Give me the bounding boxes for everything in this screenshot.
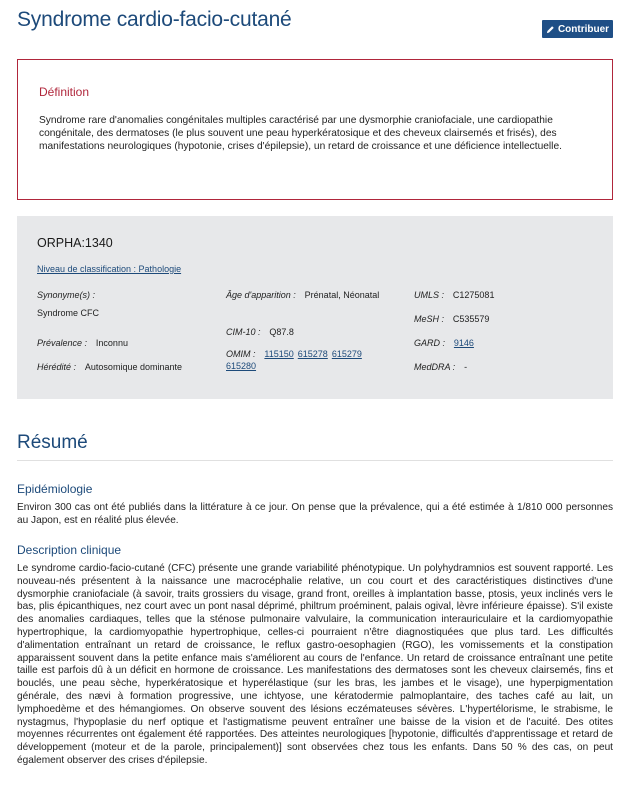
- clinical-heading: Description clinique: [17, 543, 122, 557]
- omim-link[interactable]: 615280: [226, 361, 257, 371]
- clinical-text: Le syndrome cardio-facio-cutané (CFC) présente une grande variabilité phénotypique. Un polyhydramnios est souvent rapporté. Les nouveau-nés présentent à la naissance une macrocéphalie relative, un cou court et des caractéristiques distinctives d'une dysmorphie craniofaciale (à savoir, traits grossiers du visage, grand front, oreilles à implantation basse, ptosis, yeux inclinés vers le bas, plis épicanthiques, nez court avec un pont nasal déprimé, philtrum proéminent, palais ogival, lèvre inférieure épaisse). S'il existe des anomalies cardiaques, telles que la sténose pulmonaire valvulaire, la communication interauriculaire et la cardiomyopathie hypertrophique, la cardiomyopathie hypertrophique, celles-ci pourraient n'être diagnostiquées que plus tard. Les difficultés d'alimentation entraînant un retard de croissance, le reflux gastro-oesophagien (RGO), les vomissements et la constipation apparaissent souvent dans la petite enfance mais s'améliorent au cours de l'enfance. Un retard de croissance entraînant une petite taille est parfois dû à un déficit en hormone de croissance. Les manifestations des dermatoses sont les cheveux clairsemés, fins et bouclés, une peau sèche, hyperkératosique et hyperélastique (sur les bras, les jambes et le visage), une hyperpigmentation générale, des nævi à formation progressive, une ichtyose, une kératodermie palmoplantaire, des taches café au lait, un lymphoedème et des hémangiomes. On observe souvent des lésions eczémateuses sévères. L'hypertélorisme, le strabisme, le nystagmus, l'hypoplasie du nerf optique et l'astigmatisme peuvent entraîner une baisse de la vision et de l'acuité. Des otites moyennes récurrentes ont également été rapportées. Des atteintes neurologiques [hypotonie, difficultés d'apprentissage et retard de développement (moteur et de la parole, principalement)] sont observées chez tous les enfants. Dans 50 % des cas, on peut également observer des crises d'épilepsie.: [17, 563, 613, 766]
- classification-link[interactable]: Niveau de classification : Pathologie: [37, 264, 182, 274]
- contribute-label: Contribuer: [557, 23, 610, 35]
- page-title: Syndrome cardio-facio-cutané: [17, 8, 292, 31]
- definition-text: Syndrome rare d'anomalies congénitales multiples caractérisé par une dysmorphie craniofaciale, une cardiopathie congénitale, des dermatoses (le plus souvent une peau hyperkératosique et des cheveux clairsemés et frisés), des manifestations neurologiques (hypotonie, crises d'épilepsie), un retard de croissance et une déficience intellectuelle.: [39, 115, 562, 152]
- contribute-button[interactable]: [542, 20, 613, 38]
- meddra-value: -: [464, 362, 468, 372]
- omim-link[interactable]: 115150: [264, 349, 294, 359]
- epidemiology-text: Environ 300 cas ont été publiés dans la littérature à ce jour. On pense que la prévalence, qui a été estimée à 1/810 000 personnes au Japon, est en réalité plus élevée.: [17, 502, 613, 526]
- info-panel: [17, 216, 613, 399]
- definition-heading: Définition: [39, 85, 90, 99]
- cim10-value: Q87.8: [269, 327, 294, 337]
- meddra-label: MedDRA :: [414, 362, 456, 372]
- mesh-value: C535579: [452, 314, 490, 324]
- prevalence-value: Inconnu: [95, 338, 128, 348]
- umls-label: UMLS :: [414, 290, 445, 300]
- omim-label: OMIM :: [226, 349, 256, 359]
- synonyms-value: Syndrome CFC: [37, 308, 100, 318]
- heredity-label: Hérédité :: [37, 362, 77, 372]
- pencil-icon: [546, 25, 555, 34]
- omim-link[interactable]: 615279: [331, 349, 362, 359]
- umls-value: C1275081: [452, 290, 495, 300]
- prevalence-label: Prévalence :: [37, 338, 88, 348]
- cim10-label: CIM-10 :: [226, 327, 261, 337]
- heredity-value: Autosomique dominante: [84, 362, 182, 372]
- synonyms-label: Synonyme(s) :: [37, 290, 96, 300]
- resume-heading: Résumé: [17, 432, 88, 453]
- onset-label: Âge d'apparition :: [226, 290, 296, 300]
- epidemiology-heading: Epidémiologie: [17, 482, 93, 496]
- gard-label: GARD :: [414, 338, 446, 348]
- onset-value: Prénatal, Néonatal: [304, 290, 380, 300]
- mesh-label: MeSH :: [414, 314, 445, 324]
- definition-box: [17, 59, 613, 200]
- omim-link[interactable]: 615278: [297, 349, 328, 359]
- resume-divider: [17, 460, 613, 461]
- orpha-code: ORPHA:1340: [37, 236, 113, 250]
- gard-link[interactable]: 9146: [453, 338, 474, 348]
